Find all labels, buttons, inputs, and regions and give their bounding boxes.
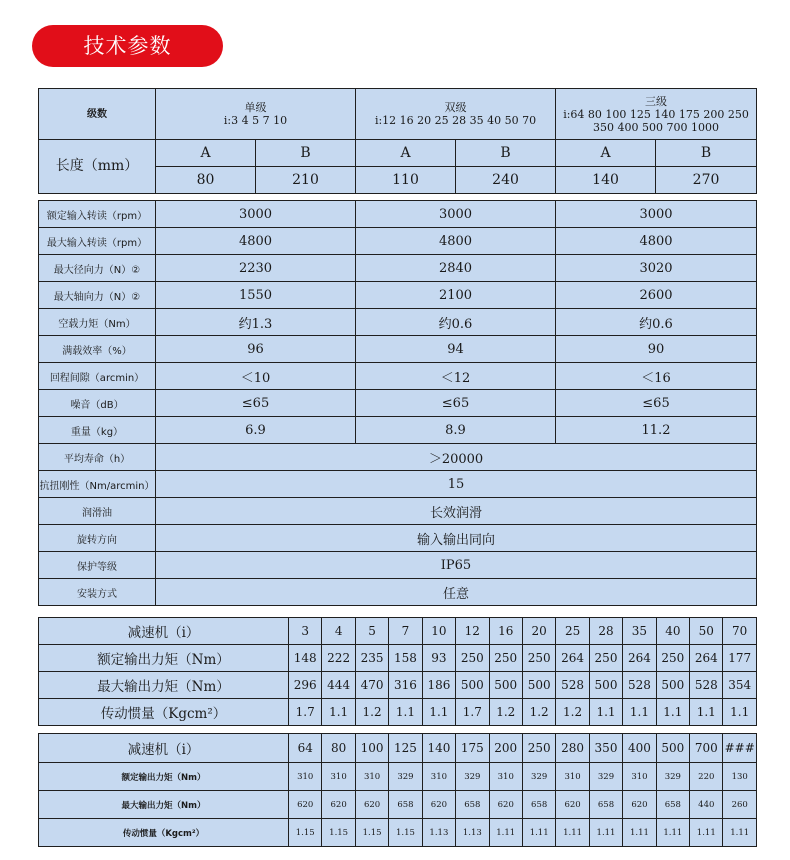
row-value: 620 xyxy=(623,791,656,819)
row-value: 235 xyxy=(355,645,388,672)
row-value: 250 xyxy=(656,645,689,672)
row-value: 1.2 xyxy=(355,699,388,726)
spec-label: 最大输入转读（rpm） xyxy=(39,228,156,255)
row-label: 额定输出力矩（Nm） xyxy=(39,645,289,672)
spec-value: 3000 xyxy=(556,201,757,228)
spec-label: 最大径向力（N）② xyxy=(39,255,156,282)
spec-row xyxy=(39,282,757,309)
spec-value: 94 xyxy=(356,336,556,363)
spec-label: 安装方式 xyxy=(39,579,156,606)
stage-double-ratios: i:12 16 20 25 28 35 40 50 70 xyxy=(374,114,537,127)
ratio-value: 64 xyxy=(289,734,322,763)
ratio-value: 250 xyxy=(522,734,555,763)
row-value: 158 xyxy=(389,645,422,672)
row-value: 500 xyxy=(589,672,622,699)
ratio-value: ### xyxy=(723,734,756,763)
row-value: 329 xyxy=(389,763,422,791)
row-value: 264 xyxy=(690,645,723,672)
row-value: 470 xyxy=(355,672,388,699)
torque-row xyxy=(39,699,757,726)
row-value: 1.1 xyxy=(389,699,422,726)
row-value: 316 xyxy=(389,672,422,699)
ratio-value: 10 xyxy=(422,618,455,645)
row-value: 1.11 xyxy=(623,819,656,847)
row-value: 1.11 xyxy=(723,819,756,847)
row-value: 310 xyxy=(289,763,322,791)
spec-row xyxy=(39,255,757,282)
row-value: 620 xyxy=(289,791,322,819)
length-value: 240 xyxy=(456,167,556,194)
ratio-value: 40 xyxy=(656,618,689,645)
row-value: 250 xyxy=(589,645,622,672)
row-value: 264 xyxy=(556,645,589,672)
row-value: 1.15 xyxy=(322,819,355,847)
spec-value: 6.9 xyxy=(156,417,356,444)
row-value: 1.7 xyxy=(456,699,489,726)
length-label: 长度（mm） xyxy=(39,140,156,194)
spec-value: 90 xyxy=(556,336,757,363)
spec-label: 空载力矩（Nm） xyxy=(39,309,156,336)
row-label: 额定输出力矩（Nm） xyxy=(39,763,289,791)
row-value: 310 xyxy=(322,763,355,791)
spec-table xyxy=(38,200,757,606)
spec-row xyxy=(39,525,757,552)
ratio-value: 70 xyxy=(723,618,756,645)
row-value: 264 xyxy=(623,645,656,672)
spec-label: 保护等级 xyxy=(39,552,156,579)
spec-value: ≤65 xyxy=(156,390,356,417)
ratio-value: 175 xyxy=(456,734,489,763)
row-value: 1.1 xyxy=(690,699,723,726)
row-value: 658 xyxy=(389,791,422,819)
spec-value: 11.2 xyxy=(556,417,757,444)
ratio-value: 700 xyxy=(690,734,723,763)
row-value: 1.1 xyxy=(589,699,622,726)
row-value: 222 xyxy=(322,645,355,672)
row-value: 310 xyxy=(556,763,589,791)
row-value: 658 xyxy=(656,791,689,819)
spec-label: 最大轴向力（N）② xyxy=(39,282,156,309)
row-value: 1.1 xyxy=(723,699,756,726)
ratio-value: 500 xyxy=(656,734,689,763)
length-value: 80 xyxy=(156,167,256,194)
ratio-value: 125 xyxy=(389,734,422,763)
row-value: 310 xyxy=(422,763,455,791)
spec-row xyxy=(39,498,757,525)
spec-row xyxy=(39,471,757,498)
ratio-value: 50 xyxy=(690,618,723,645)
stage-triple xyxy=(556,89,757,140)
length-letter: A xyxy=(556,140,656,167)
spec-label: 噪音（dB） xyxy=(39,390,156,417)
row-value: 620 xyxy=(489,791,522,819)
row-value: 1.15 xyxy=(389,819,422,847)
torque-row xyxy=(39,791,757,819)
ratio-value: 400 xyxy=(623,734,656,763)
row-value: 528 xyxy=(690,672,723,699)
spec-label: 回程间隙（arcmin） xyxy=(39,363,156,390)
spec-value: 3000 xyxy=(356,201,556,228)
row-value: 329 xyxy=(522,763,555,791)
row-value: 130 xyxy=(723,763,756,791)
row-value: 148 xyxy=(289,645,322,672)
spec-value: 4800 xyxy=(156,228,356,255)
spec-row xyxy=(39,390,757,417)
spec-value: IP65 xyxy=(156,552,757,579)
ratio-value: 280 xyxy=(556,734,589,763)
spec-value: 1550 xyxy=(156,282,356,309)
spec-value: 8.9 xyxy=(356,417,556,444)
row-value: 220 xyxy=(690,763,723,791)
row-value: 260 xyxy=(723,791,756,819)
row-value: 177 xyxy=(723,645,756,672)
spec-value: 4800 xyxy=(356,228,556,255)
row-value: 620 xyxy=(556,791,589,819)
row-value: 444 xyxy=(322,672,355,699)
ratio-value: 7 xyxy=(389,618,422,645)
torque-row xyxy=(39,645,757,672)
torque-row xyxy=(39,819,757,847)
ratio-value: 80 xyxy=(322,734,355,763)
spec-value: ＜10 xyxy=(156,363,356,390)
spec-value: ≤65 xyxy=(356,390,556,417)
spec-value: 2230 xyxy=(156,255,356,282)
stage-single-ratios: i:3 4 5 7 10 xyxy=(223,114,288,127)
stage-triple-ratios-2: 350 400 500 700 1000 xyxy=(593,120,720,134)
ratio-label: 减速机（i） xyxy=(39,618,289,645)
row-label: 传动惯量（Kgcm²） xyxy=(39,819,289,847)
section-title-banner: 技术参数 xyxy=(32,25,223,67)
row-value: 500 xyxy=(489,672,522,699)
row-label: 最大输出力矩（Nm） xyxy=(39,672,289,699)
spec-value: 约1.3 xyxy=(156,309,356,336)
length-value: 110 xyxy=(356,167,456,194)
stage-double xyxy=(356,89,556,140)
stage-triple-ratios-1: i:64 80 100 125 140 175 200 250 xyxy=(563,107,749,121)
torque-row xyxy=(39,672,757,699)
row-value: 1.1 xyxy=(623,699,656,726)
row-value: 250 xyxy=(522,645,555,672)
spec-value: 输入输出同向 xyxy=(156,525,757,552)
ratio-header-row xyxy=(39,618,757,645)
stage-length-table xyxy=(38,88,757,194)
spec-row xyxy=(39,228,757,255)
ratio-value: 28 xyxy=(589,618,622,645)
ratio-value: 4 xyxy=(322,618,355,645)
row-value: 310 xyxy=(355,763,388,791)
row-value: 500 xyxy=(456,672,489,699)
stage-triple-name: 三级 xyxy=(645,94,668,108)
row-value: 1.11 xyxy=(656,819,689,847)
row-value: 310 xyxy=(623,763,656,791)
row-value: 296 xyxy=(289,672,322,699)
row-value: 1.2 xyxy=(556,699,589,726)
spec-label: 额定输入转读（rpm） xyxy=(39,201,156,228)
length-letter: B xyxy=(456,140,556,167)
stage-double-name: 双级 xyxy=(444,101,467,114)
length-value: 140 xyxy=(556,167,656,194)
spec-label: 润滑油 xyxy=(39,498,156,525)
spec-row xyxy=(39,201,757,228)
ratio-value: 3 xyxy=(289,618,322,645)
spec-row xyxy=(39,444,757,471)
spec-label: 抗扭刚性（Nm/arcmin） xyxy=(39,471,156,498)
row-value: 329 xyxy=(456,763,489,791)
spec-value: ＜16 xyxy=(556,363,757,390)
spec-value: 约0.6 xyxy=(356,309,556,336)
row-value: 1.7 xyxy=(289,699,322,726)
spec-row xyxy=(39,309,757,336)
ratio-table-single-double xyxy=(38,617,757,726)
ratio-value: 25 xyxy=(556,618,589,645)
row-value: 658 xyxy=(456,791,489,819)
row-value: 1.1 xyxy=(656,699,689,726)
row-value: 658 xyxy=(522,791,555,819)
spec-label: 重量（kg） xyxy=(39,417,156,444)
row-value: 528 xyxy=(556,672,589,699)
spec-value: 2840 xyxy=(356,255,556,282)
spec-value: 4800 xyxy=(556,228,757,255)
ratio-value: 5 xyxy=(355,618,388,645)
length-letter: A xyxy=(156,140,256,167)
spec-row xyxy=(39,417,757,444)
row-value: 528 xyxy=(623,672,656,699)
row-value: 620 xyxy=(355,791,388,819)
spec-value: 约0.6 xyxy=(556,309,757,336)
spec-value: 3020 xyxy=(556,255,757,282)
row-value: 1.13 xyxy=(422,819,455,847)
row-value: 329 xyxy=(656,763,689,791)
row-value: 1.11 xyxy=(489,819,522,847)
stage-single xyxy=(156,89,356,140)
row-value: 1.11 xyxy=(556,819,589,847)
ratio-value: 140 xyxy=(422,734,455,763)
spec-row xyxy=(39,552,757,579)
stage-label: 级数 xyxy=(39,89,156,140)
spec-value: 3000 xyxy=(156,201,356,228)
row-value: 1.11 xyxy=(690,819,723,847)
ratio-table-triple xyxy=(38,733,757,847)
spec-label: 平均寿命（h） xyxy=(39,444,156,471)
spec-row xyxy=(39,363,757,390)
row-label: 传动惯量（Kgcm²） xyxy=(39,699,289,726)
row-value: 1.15 xyxy=(355,819,388,847)
row-value: 250 xyxy=(456,645,489,672)
spec-value: ≤65 xyxy=(556,390,757,417)
spec-value: 96 xyxy=(156,336,356,363)
row-value: 1.2 xyxy=(522,699,555,726)
ratio-value: 100 xyxy=(355,734,388,763)
spec-value: 15 xyxy=(156,471,757,498)
row-value: 1.1 xyxy=(422,699,455,726)
spec-label: 满载效率（%） xyxy=(39,336,156,363)
spec-value: 任意 xyxy=(156,579,757,606)
ratio-value: 200 xyxy=(489,734,522,763)
ratio-value: 20 xyxy=(522,618,555,645)
spec-value: 2100 xyxy=(356,282,556,309)
row-value: 354 xyxy=(723,672,756,699)
row-value: 500 xyxy=(656,672,689,699)
ratio-value: 16 xyxy=(489,618,522,645)
length-letter: A xyxy=(356,140,456,167)
spec-value: 2600 xyxy=(556,282,757,309)
ratio-header-row xyxy=(39,734,757,763)
spec-row xyxy=(39,579,757,606)
row-value: 620 xyxy=(422,791,455,819)
row-value: 1.1 xyxy=(322,699,355,726)
row-value: 440 xyxy=(690,791,723,819)
length-value: 270 xyxy=(656,167,757,194)
row-value: 658 xyxy=(589,791,622,819)
length-letter: B xyxy=(656,140,757,167)
row-value: 1.13 xyxy=(456,819,489,847)
torque-row xyxy=(39,763,757,791)
row-value: 1.11 xyxy=(522,819,555,847)
ratio-label: 减速机（i） xyxy=(39,734,289,763)
row-value: 250 xyxy=(489,645,522,672)
length-letter: B xyxy=(256,140,356,167)
row-value: 500 xyxy=(522,672,555,699)
length-value: 210 xyxy=(256,167,356,194)
row-value: 1.11 xyxy=(589,819,622,847)
spec-value: 长效润滑 xyxy=(156,498,757,525)
ratio-value: 350 xyxy=(589,734,622,763)
spec-label: 旋转方向 xyxy=(39,525,156,552)
stage-single-name: 单级 xyxy=(244,101,267,114)
ratio-value: 12 xyxy=(456,618,489,645)
row-value: 1.15 xyxy=(289,819,322,847)
row-value: 310 xyxy=(489,763,522,791)
row-value: 93 xyxy=(422,645,455,672)
spec-value: ＞20000 xyxy=(156,444,757,471)
row-label: 最大输出力矩（Nm） xyxy=(39,791,289,819)
spec-row xyxy=(39,336,757,363)
row-value: 620 xyxy=(322,791,355,819)
spec-value: ＜12 xyxy=(356,363,556,390)
row-value: 329 xyxy=(589,763,622,791)
row-value: 1.2 xyxy=(489,699,522,726)
ratio-value: 35 xyxy=(623,618,656,645)
row-value: 186 xyxy=(422,672,455,699)
